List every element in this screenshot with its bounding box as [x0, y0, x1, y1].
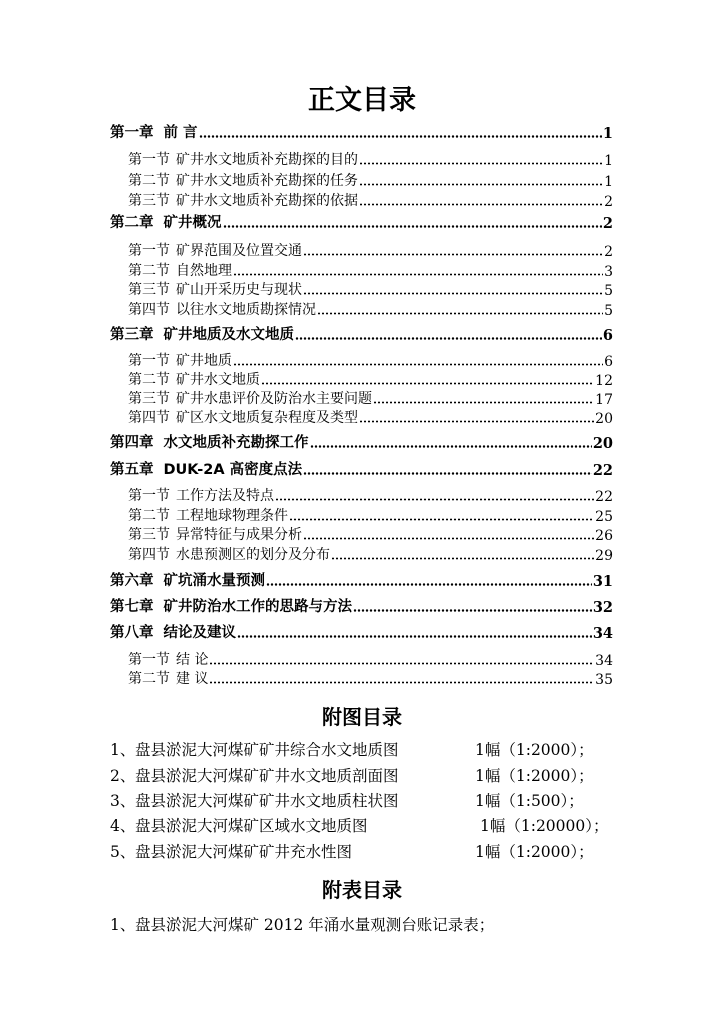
- toc-page-number: 3: [604, 264, 613, 280]
- toc-leader-dots: [359, 162, 603, 165]
- toc-page-number: 6: [602, 327, 613, 344]
- toc-entry-label: [110, 323, 294, 344]
- toc-entry-title: 水文地质补充勘探工作: [163, 435, 309, 451]
- toc-entry-title: DUK-2A 高密度点法: [163, 462, 303, 478]
- toc-page-number: 32: [592, 599, 613, 616]
- figure-name: 盘县淤泥大河煤矿矿井充水性图: [135, 843, 353, 861]
- toc-entry-title: 自然地理: [176, 263, 232, 279]
- toc-entry-title: 矿井水文地质补充勘探的任务: [176, 173, 358, 189]
- figure-name: 盘县淤泥大河煤矿矿井综合水文地质图: [135, 741, 399, 759]
- toc-leader-dots: [310, 445, 592, 448]
- toc-entry-title: 建 议: [176, 671, 209, 687]
- toc-entry-number: 第三节: [128, 391, 170, 407]
- toc-leader-dots: [303, 253, 603, 256]
- toc-entry-title: 结 论: [176, 652, 209, 668]
- toc-entry-label: [128, 544, 330, 564]
- figure-list-item[interactable]: [110, 840, 630, 864]
- page-title: 正文目录: [308, 85, 416, 116]
- toc-section-row[interactable]: [128, 277, 613, 299]
- toc-entry-number: 第三节: [128, 527, 170, 543]
- toc-page-number: 31: [592, 573, 613, 590]
- figure-count-scale: 1幅（1:2000）；: [475, 741, 594, 759]
- toc-entry-title: 矿井地质及水文地质: [163, 327, 294, 343]
- toc-page-number: 34: [595, 653, 613, 669]
- toc-entry-label: [128, 170, 358, 190]
- toc-chapter-row[interactable]: [110, 620, 613, 642]
- toc-entry-number: 第一节: [128, 488, 170, 504]
- toc-page-number: 29: [595, 548, 613, 564]
- toc-chapter-row[interactable]: [110, 457, 613, 479]
- toc-leader-dots: [233, 273, 603, 276]
- toc-leader-dots: [353, 609, 592, 612]
- toc-entry-label: [128, 240, 302, 260]
- figure-name: 盘县淤泥大河煤矿矿井水文地质剖面图: [135, 767, 399, 785]
- toc-entry-title: 工作方法及特点: [176, 488, 274, 504]
- figure-index: 3、: [110, 792, 136, 810]
- toc-entry-number: 第一节: [128, 152, 170, 168]
- toc-page-number: 22: [595, 489, 613, 505]
- toc-page-number: 20: [595, 411, 613, 427]
- toc-page-number: 1: [604, 174, 613, 190]
- toc-page-number: 20: [592, 435, 613, 452]
- toc-page-number: 6: [604, 354, 613, 370]
- toc-entry-title: 工程地球物理条件: [176, 508, 288, 524]
- figure-name: 盘县淤泥大河煤矿矿井水文地质柱状图: [135, 792, 399, 810]
- toc-entry-label: [128, 149, 358, 169]
- toc-entry-label: [110, 121, 198, 142]
- toc-entry-label: [110, 458, 302, 479]
- toc-leader-dots: [359, 183, 603, 186]
- toc-entry-label: [110, 211, 222, 232]
- toc-page-number: 22: [592, 462, 613, 479]
- figure-index: 2、: [110, 767, 136, 785]
- toc-entry-title: 矿井防治水工作的思路与方法: [163, 599, 352, 615]
- toc-page-number: 17: [595, 392, 613, 408]
- toc-entry-title: 矿界范围及位置交通: [176, 243, 302, 259]
- toc-entry-number: 第四节: [128, 547, 170, 563]
- toc-entry-title: 矿井水文地质: [176, 372, 260, 388]
- toc-leader-dots: [359, 420, 594, 423]
- table-name: 盘县淤泥大河煤矿 2012 年涌水量观测台账记录表；: [135, 916, 495, 934]
- figure-count-scale: 1幅（1:2000）；: [475, 843, 594, 861]
- figure-list-item[interactable]: [110, 764, 630, 788]
- toc-entry-label: [128, 299, 316, 319]
- toc-entry-label: [110, 621, 236, 642]
- figure-count-scale: 1幅（1:20000）；: [480, 817, 609, 835]
- toc-section-row[interactable]: [128, 188, 613, 210]
- toc-entry-title: 前 言: [163, 125, 198, 141]
- toc-page-number: 35: [595, 672, 613, 688]
- toc-leader-dots: [209, 662, 594, 665]
- toc-chapter-row[interactable]: [110, 594, 613, 616]
- toc-leader-dots: [331, 557, 594, 560]
- toc-entry-title: 矿区水文地质复杂程度及类型: [176, 410, 358, 426]
- figure-list-item[interactable]: [110, 738, 630, 762]
- figure-count-scale: 1幅（1:500）；: [475, 792, 584, 810]
- toc-entry-number: 第二节: [128, 671, 170, 687]
- toc-section-row[interactable]: [128, 666, 613, 688]
- toc-leader-dots: [223, 225, 602, 228]
- toc-chapter-row[interactable]: [110, 120, 613, 142]
- toc-entry-number: 第二节: [128, 508, 170, 524]
- figures-title: 附图目录: [322, 705, 402, 729]
- toc-entry-number: 第二章: [110, 214, 154, 231]
- toc-section-row[interactable]: [128, 238, 613, 260]
- toc-leader-dots: [261, 382, 594, 385]
- toc-section-row[interactable]: [128, 168, 613, 190]
- toc-leader-dots: [359, 203, 603, 206]
- toc-page-number: 12: [595, 373, 613, 389]
- toc-section-row[interactable]: [128, 542, 613, 564]
- figure-count-scale: 1幅（1:2000）；: [475, 767, 594, 785]
- toc-leader-dots: [303, 472, 592, 475]
- toc-page-number: 2: [604, 194, 613, 210]
- toc-entry-number: 第二节: [128, 372, 170, 388]
- toc-entry-label: [128, 407, 358, 427]
- toc-section-row[interactable]: [128, 483, 613, 505]
- toc-entry-label: [128, 485, 274, 505]
- toc-entry-title: 矿井水患评价及防治水主要问题: [176, 391, 372, 407]
- toc-leader-dots: [237, 635, 592, 638]
- toc-entry-label: [110, 569, 265, 590]
- toc-entry-title: 水患预测区的划分及分布: [176, 547, 330, 563]
- toc-leader-dots: [275, 498, 594, 501]
- table-list-item[interactable]: [110, 913, 630, 937]
- toc-entry-number: 第二节: [128, 263, 170, 279]
- toc-entry-title: 结论及建议: [163, 625, 236, 641]
- toc-entry-number: 第一节: [128, 652, 170, 668]
- toc-entry-title: 以往水文地质勘探情况: [176, 302, 316, 318]
- toc-page-number: 1: [604, 153, 613, 169]
- toc-leader-dots: [373, 401, 594, 404]
- toc-leader-dots: [266, 583, 592, 586]
- figure-index: 1、: [110, 741, 136, 759]
- toc-section-row[interactable]: [128, 522, 613, 544]
- toc-entry-title: 矿井水文地质补充勘探的依据: [176, 193, 358, 209]
- figure-name: 盘县淤泥大河煤矿区域水文地质图: [135, 817, 368, 835]
- toc-page-number: 26: [595, 528, 613, 544]
- figure-list-item[interactable]: [110, 814, 630, 838]
- table-index: 1、: [110, 916, 136, 934]
- toc-entry-number: 第四节: [128, 302, 170, 318]
- toc-entry-label: [128, 190, 358, 210]
- toc-entry-title: 矿井概况: [163, 215, 222, 231]
- toc-chapter-row[interactable]: [110, 210, 613, 232]
- toc-entry-number: 第四章: [110, 434, 154, 451]
- toc-page-number: 2: [602, 215, 613, 232]
- toc-entry-number: 第五章: [110, 461, 154, 478]
- toc-entry-number: 第一章: [110, 124, 154, 141]
- toc-entry-label: [110, 431, 309, 452]
- toc-chapter-row[interactable]: [110, 322, 613, 344]
- figure-index: 5、: [110, 843, 136, 861]
- toc-leader-dots: [317, 312, 603, 315]
- toc-entry-title: 矿坑涌水量预测: [163, 573, 265, 589]
- toc-leader-dots: [199, 135, 602, 138]
- toc-entry-title: 矿井水文地质补充勘探的目的: [176, 152, 358, 168]
- toc-leader-dots: [303, 292, 603, 295]
- toc-leader-dots: [209, 681, 594, 684]
- toc-leader-dots: [289, 518, 594, 521]
- toc-entry-title: 异常特征与成果分析: [176, 527, 302, 543]
- toc-entry-number: 第八章: [110, 624, 154, 641]
- toc-entry-title: 矿山开采历史与现状: [176, 282, 302, 298]
- toc-entry-label: [128, 524, 302, 544]
- figure-list-item[interactable]: [110, 789, 630, 813]
- toc-entry-number: 第七章: [110, 598, 154, 615]
- toc-page-number: 2: [604, 244, 613, 260]
- toc-entry-title: 矿井地质: [176, 353, 232, 369]
- toc-entry-number: 第三章: [110, 326, 154, 343]
- figure-index: 4、: [110, 817, 136, 835]
- toc-entry-number: 第六章: [110, 572, 154, 589]
- toc-chapter-row[interactable]: [110, 568, 613, 590]
- toc-leader-dots: [303, 537, 594, 540]
- toc-chapter-row[interactable]: [110, 430, 613, 452]
- toc-leader-dots: [295, 337, 602, 340]
- toc-section-row[interactable]: [128, 147, 613, 169]
- toc-entry-label: [110, 595, 352, 616]
- toc-page-number: 5: [604, 283, 613, 299]
- toc-entry-label: [128, 668, 208, 688]
- toc-entry-number: 第一节: [128, 353, 170, 369]
- tables-title: 附表目录: [322, 878, 402, 902]
- toc-entry-number: 第三节: [128, 193, 170, 209]
- toc-section-row[interactable]: [128, 297, 613, 319]
- toc-entry-label: [128, 279, 302, 299]
- toc-page-number: 25: [595, 509, 613, 525]
- toc-entry-number: 第三节: [128, 282, 170, 298]
- toc-page-number: 1: [602, 125, 613, 142]
- toc-section-row[interactable]: [128, 405, 613, 427]
- toc-leader-dots: [233, 363, 603, 366]
- toc-entry-number: 第二节: [128, 173, 170, 189]
- toc-page-number: 5: [604, 303, 613, 319]
- toc-entry-number: 第四节: [128, 410, 170, 426]
- toc-entry-number: 第一节: [128, 243, 170, 259]
- toc-page-number: 34: [592, 625, 613, 642]
